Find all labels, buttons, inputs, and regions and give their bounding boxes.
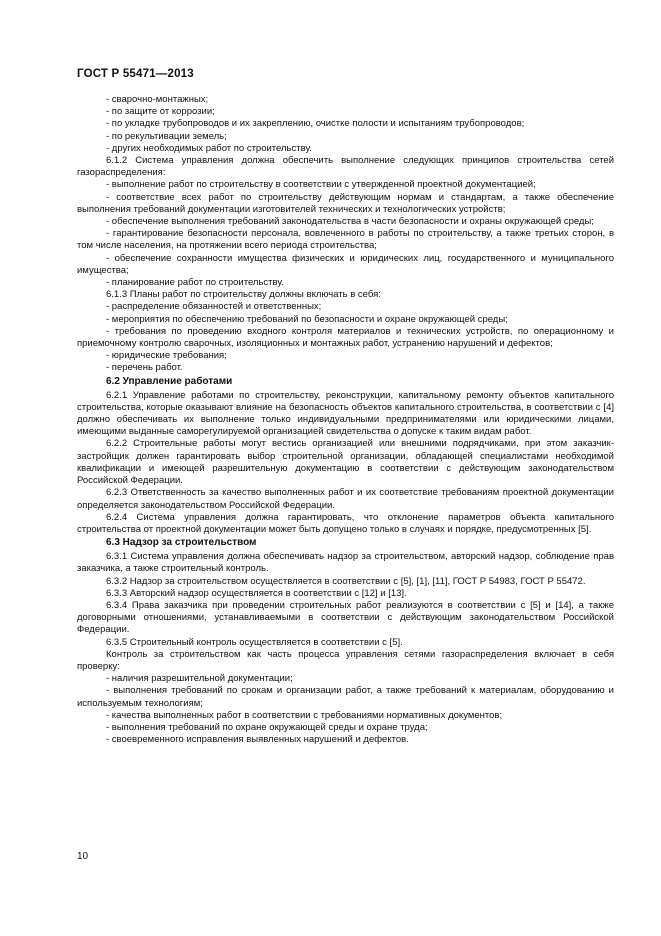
list-item: - гарантирование безопасности персонала, вовлеченного в работы по строительству, а также третьих сторон, в том числе населения, на протяжении всего периода строительства; (77, 228, 614, 252)
clause-6-3-3: 6.3.3 Авторский надзор осуществляется в соответствии с [12] и [13]. (106, 587, 407, 599)
page-number: 10 (77, 851, 89, 862)
list-item: - выполнения требований по срокам и организации работ, а также требований к материалам, оборудованию и используемым технологиям; (77, 685, 614, 709)
list-item: - планирование работ по строительству. (106, 277, 284, 289)
paragraph: Контроль за строительством как часть процесса управления сетями газораспределения включает в себя проверку: (77, 648, 614, 672)
list-item: - выполнение работ по строительству в соответствии с утвержденной проектной документацией; (106, 179, 536, 191)
list-item: - требования по проведению входного контроля материалов и технических устройств, по операционному и приемочному контролю сварочных, изоляционных и монтажных работ, устранению нарушений и дефектов; (77, 325, 614, 350)
clause-6-3-5: 6.3.5 Строительный контроль осуществляется в соответствии с [5]. (106, 636, 403, 648)
list-item: - сварочно-монтажных; (106, 94, 209, 105)
section-heading-6-2: 6.2 Управление работами (106, 375, 233, 387)
list-item: - юридические требования; (106, 350, 227, 362)
document-id: ГОСТ Р 55471—2013 (77, 68, 194, 80)
list-item: - наличия разрешительной документации; (106, 673, 293, 685)
document-body (77, 94, 614, 746)
clause-6-3-1: 6.3.1 Система управления должна обеспечивать надзор за строительством, авторский надзор, соблюдение прав заказчика, а также строительный контроль. (77, 551, 614, 575)
clause-6-1-3: 6.1.3 Планы работ по строительству должны включать в себя: (106, 289, 381, 301)
clause-6-2-2: 6.2.2 Строительные работы могут вестись организацией или внешними подрядчиками, при этом заказчик-застройщик должен гарантировать выбор строительной организации, обладающей специалистами необходимой квалификации и имеющей разрешительную документацию в соответствии с действующим законодательством Российской Федерации. (77, 438, 614, 487)
clause-6-3-4: 6.3.4 Права заказчика при проведении строительных работ реализуются в соответствии с [5] и [14], а также договорными отношениями, устанавливаемыми в соответствии с действующим законодательством Российской Федерации. (77, 599, 614, 636)
list-item: - своевременного исправления выявленных нарушений и дефектов. (106, 734, 409, 746)
section-heading-6-3: 6.3 Надзор за строительством (106, 537, 257, 549)
list-item: - по укладке трубопроводов и их закреплению, очистке полости и испытаниям трубопроводов; (106, 118, 525, 130)
list-item: - мероприятия по обеспечению требований по безопасности и охране окружающей среды; (106, 313, 508, 325)
clause-6-2-4: 6.2.4 Система управления должна гарантировать, что отклонение параметров объекта капитального строительства от проектной документации может быть допущено только в случаях и порядке, предусмотренных [5]. (77, 511, 614, 535)
clause-6-1-2: 6.1.2 Система управления должна обеспечить выполнение следующих принципов строительства сетей газораспределения: (77, 155, 614, 179)
list-item: - по рекультивации земель; (106, 130, 227, 142)
list-item: - перечень работ. (106, 362, 183, 374)
list-item: - других необходимых работ по строительству. (106, 142, 312, 154)
list-item: - выполнения требований по охране окружающей среды и охране труда; (106, 721, 428, 733)
clause-6-3-2: 6.3.2 Надзор за строительством осуществляется в соответствии с [5], [1], [11], ГОСТ Р 54983, ГОСТ Р 55472. (106, 575, 586, 587)
list-item: - по защите от коррозии; (106, 106, 215, 118)
list-item: - качества выполненных работ в соответствии с требованиями нормативных документов; (106, 709, 503, 721)
clause-6-2-1: 6.2.1 Управление работами по строительству, реконструкции, капитальному ремонту объектов капитального строительства, которые оказывают влияние на безопасность объектов капитального строительства, в соответствии с [4] должно обеспечивать их выполнение только индивидуальными предпринимателями или юридическими лицами, имеющими выданные саморегулируемой организацией свидетельства о допуске к таким видам работ. (77, 389, 614, 438)
list-item: - соответствие всех работ по строительству действующим нормам и стандартам, а также обеспечение выполнения требований документации изготовителей технических и технологических устройств; (77, 191, 614, 215)
list-item: - обеспечение сохранности имущества физических и юридических лиц, государственного и муниципального имущества; (77, 252, 614, 276)
list-item: - распределение обязанностей и ответственных; (106, 301, 322, 313)
list-item: - обеспечение выполнения требований законодательства в части безопасности и охраны окружающей среды; (106, 216, 594, 228)
clause-6-2-3: 6.2.3 Ответственность за качество выполненных работ и их соответствие требованиям проектной документации определяется законодательством Российской Федерации. (77, 487, 614, 511)
